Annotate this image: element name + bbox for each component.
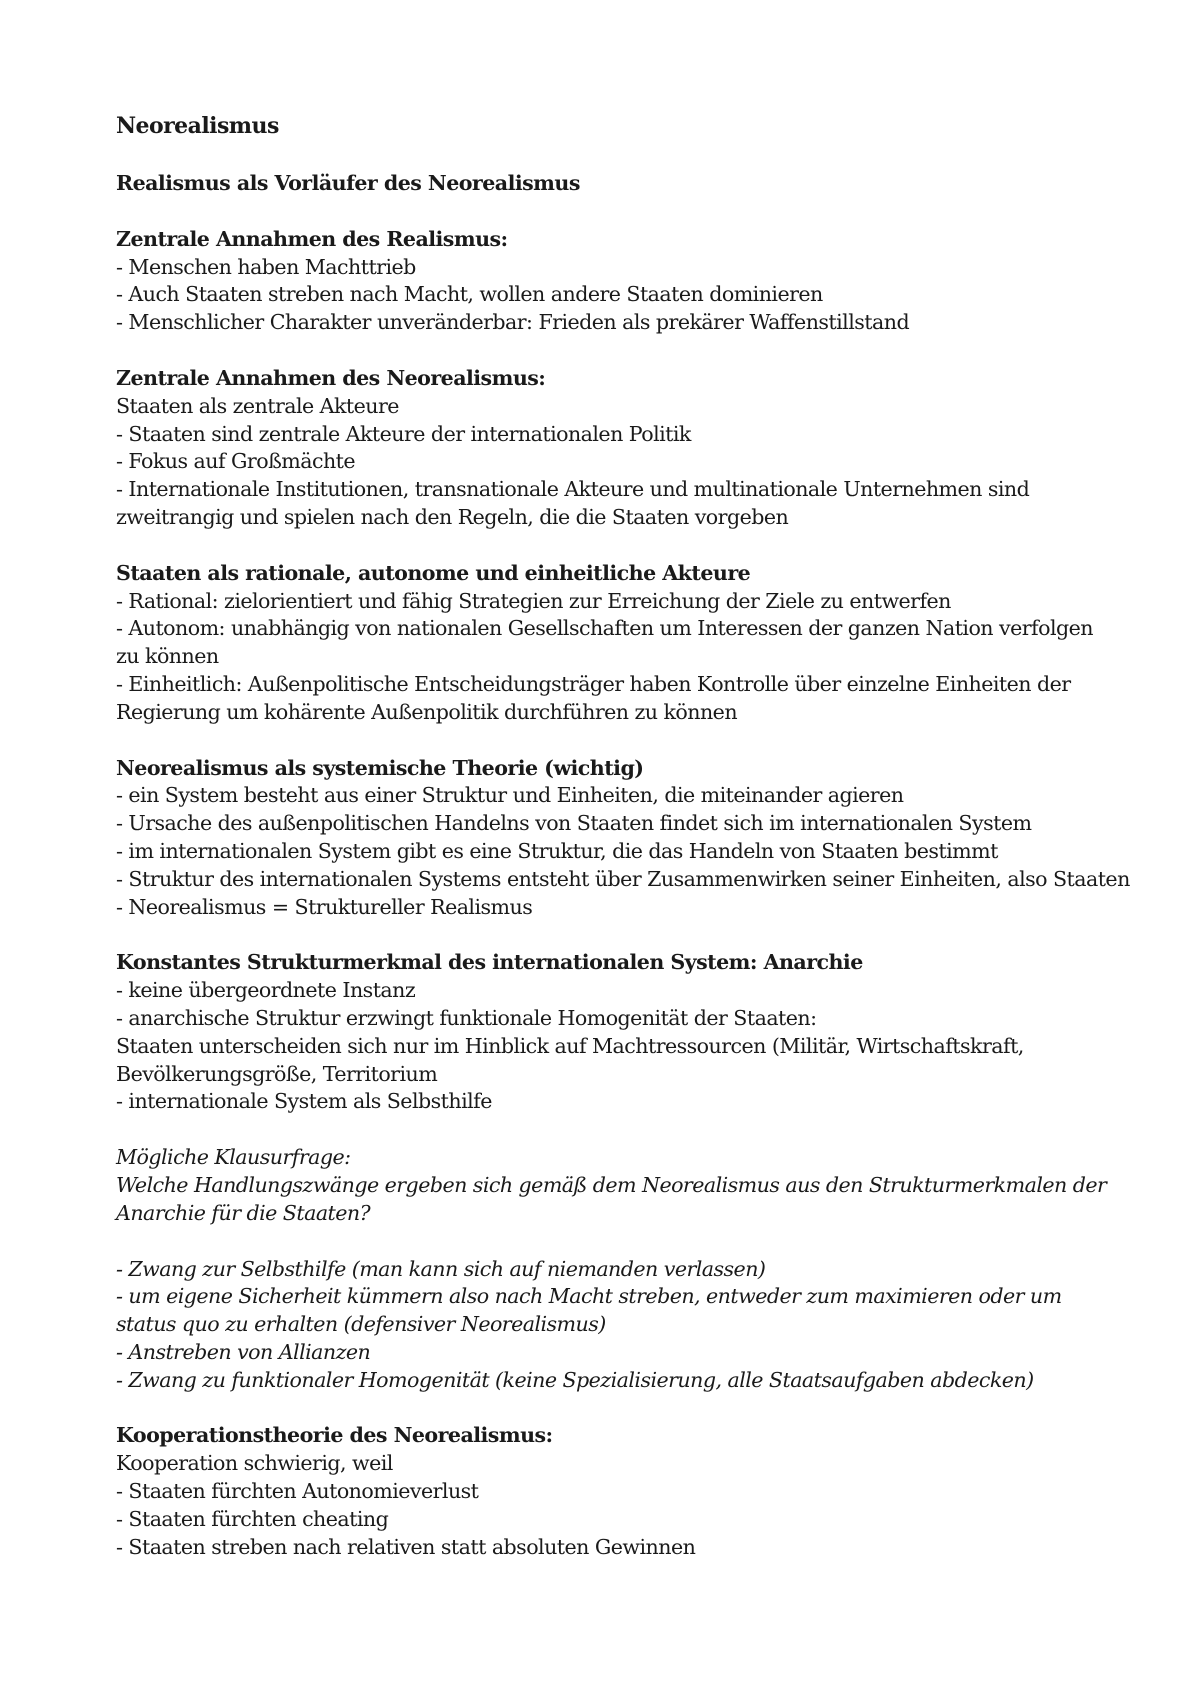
section-heading: Realismus als Vorläufer des Neorealismus bbox=[116, 171, 580, 195]
section-klausurfrage bbox=[116, 1144, 1116, 1394]
text-line: - Staaten fürchten cheating bbox=[116, 1506, 389, 1531]
exam-answer-line: - Zwang zur Selbsthilfe (man kann sich auf niemanden verlassen) bbox=[116, 1256, 766, 1281]
section-heading: Zentrale Annahmen des Realismus: bbox=[116, 226, 508, 251]
exam-answer-line: - um eigene Sicherheit kümmern also nach Macht streben, entweder zum maximieren oder um bbox=[116, 1284, 1062, 1309]
spacer bbox=[116, 1228, 1116, 1256]
text-line: Kooperation schwierig, weil bbox=[116, 1451, 393, 1476]
section-annahmen-neorealismus bbox=[116, 365, 1116, 532]
text-line: - keine übergeordnete Instanz bbox=[116, 978, 416, 1003]
text-line: - Menschen haben Machttrieb bbox=[116, 254, 416, 279]
text-line: - Rational: zielorientiert und fähig Strategien zur Erreichung der Ziele zu entwerfen bbox=[116, 588, 951, 613]
text-line: - Internationale Institutionen, transnationale Akteure und multinationale Unternehmen sind bbox=[116, 477, 1030, 502]
text-line: - Einheitlich: Außenpolitische Entscheidungsträger haben Kontrolle über einzelne Einheiten der bbox=[116, 671, 1071, 696]
text-line: Regierung um kohärente Außenpolitik durchführen zu können bbox=[116, 699, 738, 724]
text-line: zu können bbox=[116, 644, 219, 669]
section-annahmen-realismus bbox=[116, 226, 1116, 337]
text-line: - anarchische Struktur erzwingt funktionale Homogenität der Staaten: bbox=[116, 1005, 817, 1030]
text-line: - internationale System als Selbsthilfe bbox=[116, 1089, 492, 1114]
text-line: - Fokus auf Großmächte bbox=[116, 449, 356, 474]
document-page bbox=[116, 112, 1130, 1589]
text-line: zweitrangig und spielen nach den Regeln, die die Staaten vorgeben bbox=[116, 504, 789, 529]
text-line: Staaten als zentrale Akteure bbox=[116, 393, 399, 418]
text-line: - Autonom: unabhängig von nationalen Gesellschaften um Interessen der ganzen Nation verfolgen bbox=[116, 616, 1093, 641]
section-heading: Staaten als rationale, autonome und einheitliche Akteure bbox=[116, 560, 751, 585]
text-line: - Ursache des außenpolitischen Handelns von Staaten findet sich im internationalen System bbox=[116, 811, 1032, 836]
text-line: - ein System besteht aus einer Struktur und Einheiten, die miteinander agieren bbox=[116, 783, 904, 808]
section-heading: Neorealismus als systemische Theorie (wichtig) bbox=[116, 755, 644, 780]
exam-question-label: Mögliche Klausurfrage: bbox=[116, 1145, 351, 1170]
section-systemische-theorie bbox=[116, 755, 1130, 922]
text-line: - Staaten fürchten Autonomieverlust bbox=[116, 1479, 479, 1504]
section-realismus-vorlaeufer bbox=[116, 170, 1116, 198]
section-rationale-akteure bbox=[116, 560, 1116, 727]
exam-answer-line: status quo zu erhalten (defensiver Neorealismus) bbox=[116, 1312, 606, 1337]
text-line: - Struktur des internationalen Systems entsteht über Zusammenwirken seiner Einheiten, also Staaten bbox=[116, 866, 1130, 891]
text-line: - im internationalen System gibt es eine Struktur, die das Handeln von Staaten bestimmt bbox=[116, 838, 998, 863]
document-title: Neorealismus bbox=[116, 113, 279, 139]
text-line: Staaten unterscheiden sich nur im Hinblick auf Machtressourcen (Militär, Wirtschaftskraft, bbox=[116, 1033, 1024, 1058]
exam-answer-line: - Zwang zu funktionaler Homogenität (keine Spezialisierung, alle Staatsaufgaben abdecken) bbox=[116, 1367, 1034, 1392]
section-anarchie bbox=[116, 949, 1116, 1116]
exam-answer-line: - Anstreben von Allianzen bbox=[116, 1339, 371, 1364]
text-line: - Staaten streben nach relativen statt absoluten Gewinnen bbox=[116, 1534, 696, 1559]
text-line: - Auch Staaten streben nach Macht, wollen andere Staaten dominieren bbox=[116, 282, 823, 307]
section-kooperationstheorie bbox=[116, 1422, 1116, 1561]
section-heading: Kooperationstheorie des Neorealismus: bbox=[116, 1423, 553, 1448]
exam-question-text: Anarchie für die Staaten? bbox=[116, 1200, 371, 1225]
text-line: - Menschlicher Charakter unveränderbar: Frieden als prekärer Waffenstillstand bbox=[116, 310, 910, 335]
text-line: Bevölkerungsgröße, Territorium bbox=[116, 1061, 438, 1086]
text-line: - Staaten sind zentrale Akteure der internationalen Politik bbox=[116, 421, 691, 446]
text-line: - Neorealismus = Struktureller Realismus bbox=[116, 894, 533, 919]
section-heading: Zentrale Annahmen des Neorealismus: bbox=[116, 365, 546, 390]
section-heading: Konstantes Strukturmerkmal des internationalen System: Anarchie bbox=[116, 950, 863, 975]
exam-question-text: Welche Handlungszwänge ergeben sich gemäß dem Neorealismus aus den Strukturmerkmalen der bbox=[116, 1172, 1107, 1197]
